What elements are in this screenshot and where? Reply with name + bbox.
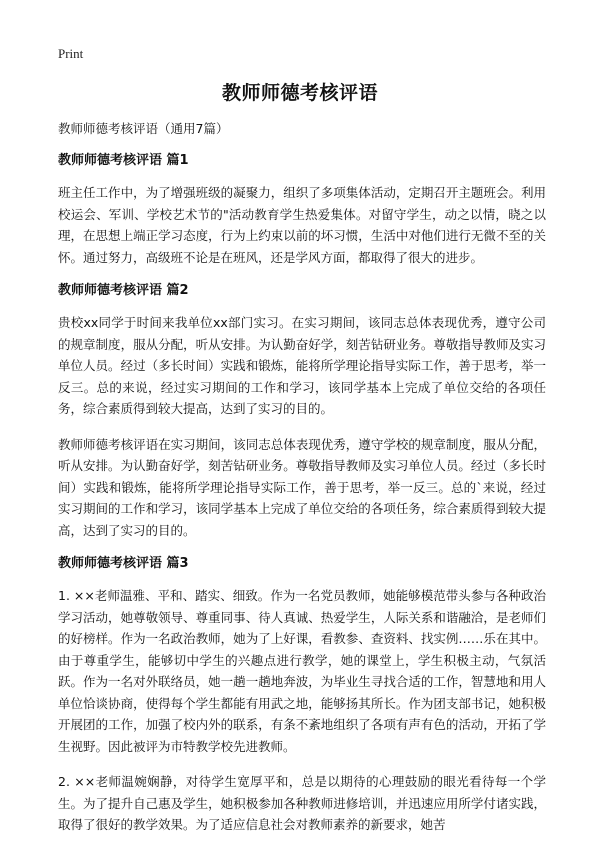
document-body [58, 120, 546, 850]
section-heading: 教师师德考核评语 篇3 [58, 556, 189, 571]
print-label: Print [58, 46, 84, 61]
section-heading: 教师师德考核评语 篇2 [58, 283, 189, 298]
paragraph: 1. ××老师温雅、平和、踏实、细致。作为一名党员教师，她能够模范带头参与各种政治学习活动，她尊敬领导、尊重同事、待人真诚、热爱学生，人际关系和谐融洽，是老师们的好榜样。作为一名政治教师，她为了上好课，看教参、查资料、找实例……乐在其中。由于尊重学生，能够切中学生的兴趣点进行教学，她的课堂上，学生积极主动，气氛活跃。作为一名对外联络员，她一趟一趟地奔波，为毕业生寻找合适的工作，智慧地和用人单位恰谈协商，使得每个学生都能有用武之地，能够扬其所长。作为团支部书记，她积极开展团的工作，加强了校内外的联系，有条不紊地组织了各项有声有色的活动，开拓了学生视野。因此被评为市特教学校先进教师。 [58, 588, 546, 754]
section-2 [58, 282, 546, 541]
section-3 [58, 555, 546, 836]
section-heading: 教师师德考核评语 篇1 [58, 153, 189, 168]
paragraph: 贵校xx同学于时间来我单位xx部门实习。在实习期间，该同志总体表现优秀，遵守公司的规章制度，服从分配，听从安排。为认勤奋好学，刻苦钻研业务。尊敬指导教师及实习单位人员。经过（多长时间）实践和锻炼，能将所学理论指导实际工作，善于思考，举一反三。总的来说，经过实习期间的工作和学习，该同学基本上完成了单位交给的各项任务，综合素质得到较大提高，达到了实习的目的。 [58, 315, 546, 416]
document-subtitle: 教师师德考核评语（通用7篇） [58, 121, 229, 136]
document-title: 教师师德考核评语 [221, 82, 378, 104]
paragraph: 教师师德考核评语在实习期间，该同志总体表现优秀，遵守学校的规章制度，服从分配，听从安排。为认勤奋好学，刻苦钻研业务。尊敬指导教师及实习单位人员。经过（多长时间）实践和锻炼，能将所学理论指导实际工作，善于思考，举一反三。总的`来说，经过实习期间的工作和学习，该同学基本上完成了单位交给的各项任务，综合素质得到较大提高，达到了实习的目的。 [58, 436, 546, 538]
paragraph: 2. ××老师温婉娴静，对待学生宽厚平和，总是以期待的心理鼓励的眼光看待每一个学生。为了提升自己惠及学生，她积极参加各种教师进修培训，并迅速应用所学付诸实践，取得了很好的教学效果。为了适应信息社会对教师素养的新要求，她苦 [58, 774, 546, 832]
section-1 [58, 152, 546, 268]
paragraph: 班主任工作中，为了增强班级的凝聚力，组织了多项集体活动，定期召开主题班会。利用校运会、军训、学校艺术节的"活动教育学生热爱集体。对留守学生，动之以情，晓之以理，在思想上端正学习态度，行为上约束以前的坏习惯，生活中对他们进行无微不至的关怀。通过努力，高级班不论是在班风，还是学风方面，都取得了很大的进步。 [58, 185, 546, 265]
